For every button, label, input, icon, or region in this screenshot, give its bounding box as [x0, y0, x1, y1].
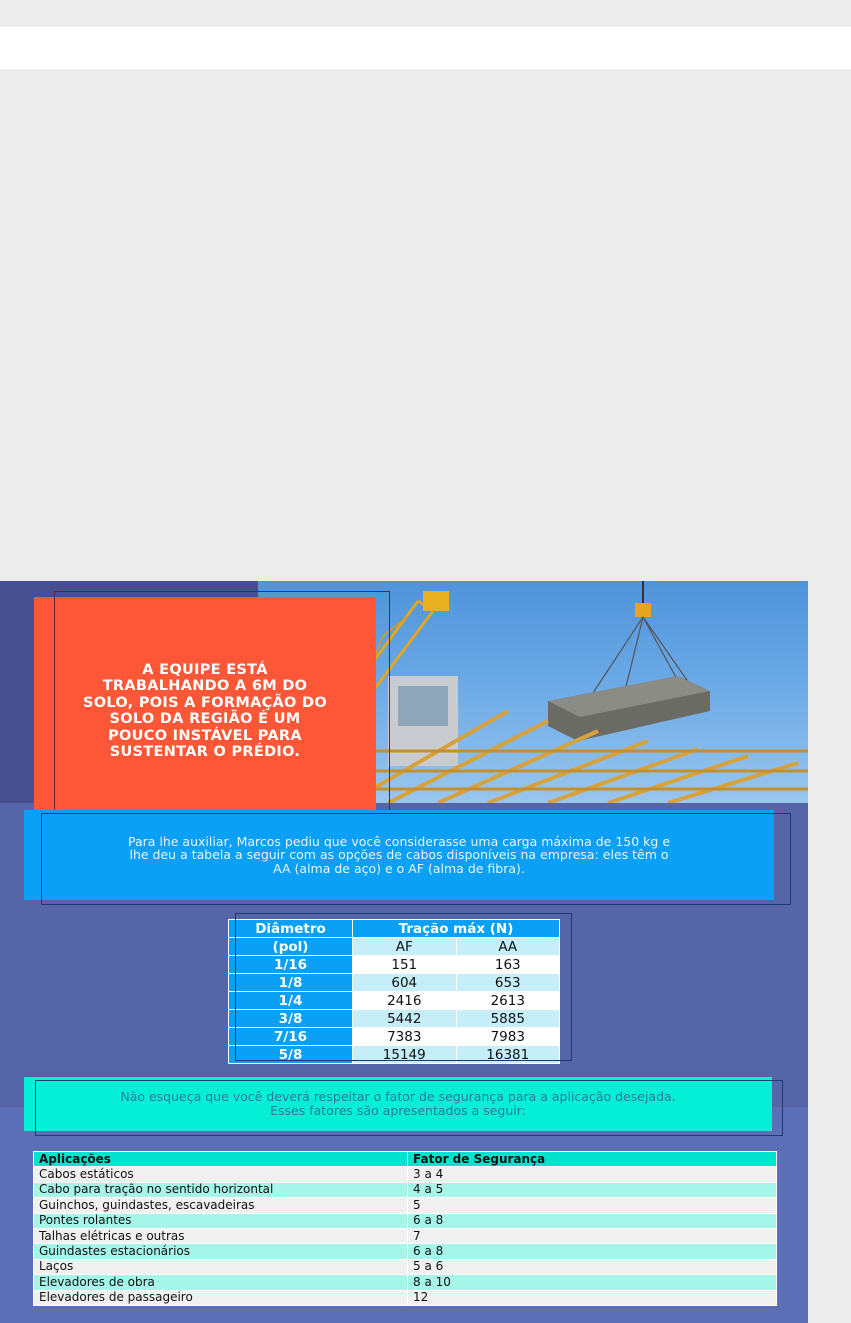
- table-row: [34, 1259, 777, 1274]
- af-cell: 7383: [353, 1028, 457, 1046]
- diameter-cell: 1/16: [229, 956, 353, 974]
- factor-cell: 6 a 8: [408, 1213, 777, 1228]
- table-row: [34, 1213, 777, 1228]
- table-row: [34, 1244, 777, 1259]
- table-header-diameter: Diâmetro: [229, 920, 353, 938]
- aa-cell: 7983: [456, 1028, 560, 1046]
- aa-cell: 5885: [456, 1010, 560, 1028]
- af-cell: 2416: [353, 992, 457, 1010]
- application-cell: Talhas elétricas e outras: [34, 1228, 408, 1243]
- diameter-cell: 7/16: [229, 1028, 353, 1046]
- table-header-factor: Fator de Segurança: [408, 1152, 777, 1167]
- factor-cell: 7: [408, 1228, 777, 1243]
- application-cell: Laços: [34, 1259, 408, 1274]
- table-header-unit: (pol): [229, 938, 353, 956]
- application-cell: Cabo para tração no sentido horizontal: [34, 1182, 408, 1197]
- diameter-cell: 3/8: [229, 1010, 353, 1028]
- application-cell: Guindastes estacionários: [34, 1244, 408, 1259]
- reminder-text: Não esqueça que você deverá respeitar o fator de segurança para a aplicação desejada. Esses fatores são apresentados a seguir:: [120, 1089, 676, 1118]
- diameter-cell: 1/4: [229, 992, 353, 1010]
- application-cell: Pontes rolantes: [34, 1213, 408, 1228]
- factor-cell: 8 a 10: [408, 1275, 777, 1290]
- factor-cell: 3 a 4: [408, 1167, 777, 1182]
- slide-title: A EQUIPE ESTÁ TRABALHANDO A 6M DO SOLO, POIS A FORMAÇÃO DO SOLO DA REGIÃO É UM POUCO INSTÁVEL PARA SUSTENTAR O PRÉDIO.: [82, 661, 327, 760]
- aa-cell: 2613: [456, 992, 560, 1010]
- table-header-traction: Tração máx (N): [353, 920, 560, 938]
- application-cell: Guinchos, guindastes, escavadeiras: [34, 1198, 408, 1213]
- factor-cell: 5: [408, 1198, 777, 1213]
- table-header-af: AF: [353, 938, 457, 956]
- aa-cell: 653: [456, 974, 560, 992]
- top-bar: [0, 27, 851, 69]
- table-row: [34, 1182, 777, 1197]
- application-cell: Elevadores de passageiro: [34, 1290, 408, 1305]
- table-header-aa: AA: [456, 938, 560, 956]
- factor-cell: 6 a 8: [408, 1244, 777, 1259]
- table-row: [34, 1198, 777, 1213]
- diameter-cell: 1/8: [229, 974, 353, 992]
- factor-cell: 5 a 6: [408, 1259, 777, 1274]
- table-row: [34, 1290, 777, 1305]
- aa-cell: 163: [456, 956, 560, 974]
- af-cell: 151: [353, 956, 457, 974]
- application-cell: Cabos estáticos: [34, 1167, 408, 1182]
- af-cell: 15149: [353, 1046, 457, 1064]
- factor-cell: 4 a 5: [408, 1182, 777, 1197]
- slide-image: [0, 581, 808, 1323]
- aa-cell: 16381: [456, 1046, 560, 1064]
- table-row: [34, 1228, 777, 1243]
- application-cell: Elevadores de obra: [34, 1275, 408, 1290]
- af-cell: 604: [353, 974, 457, 992]
- diameter-cell: 5/8: [229, 1046, 353, 1064]
- cable-table-frame: [235, 913, 572, 1061]
- info-text: Para lhe auxiliar, Marcos pediu que você considerasse uma carga máxima de 150 kg e lhe deu a tabela a seguir com as opções de cabos disponíveis na empresa: eles têm o AA (alma de aço) e o AF (alma de fibra).: [127, 833, 671, 876]
- table-row: [34, 1167, 777, 1182]
- table-row: [34, 1275, 777, 1290]
- af-cell: 5442: [353, 1010, 457, 1028]
- safety-factor-table: [33, 1151, 777, 1306]
- factor-cell: 12: [408, 1290, 777, 1305]
- table-header-application: Aplicações: [34, 1152, 408, 1167]
